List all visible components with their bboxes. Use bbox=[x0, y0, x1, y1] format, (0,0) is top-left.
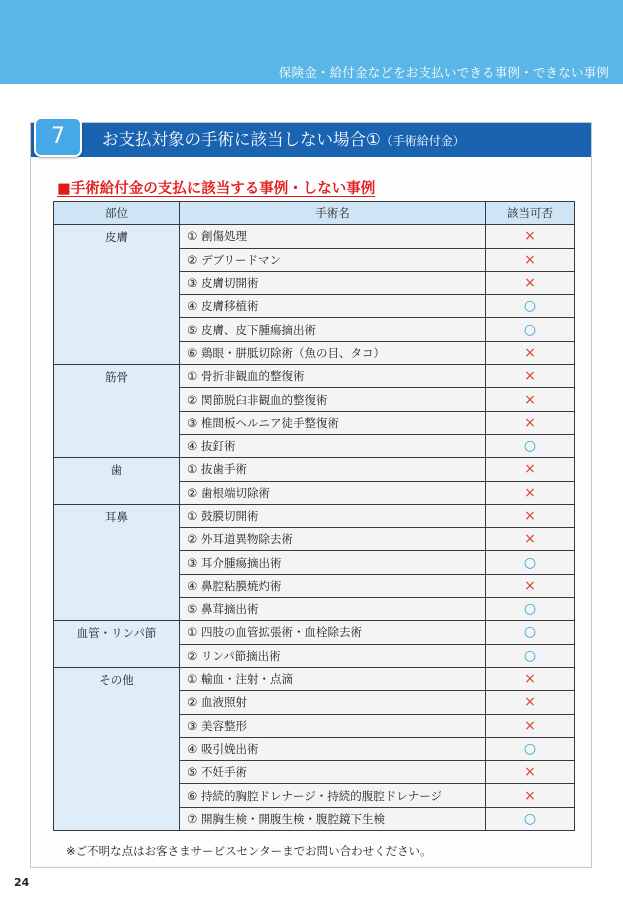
not-eligible-mark: × bbox=[486, 691, 575, 714]
surgery-name-cell: ① 抜歯手術 bbox=[180, 458, 486, 481]
eligible-mark: ○ bbox=[486, 551, 575, 574]
section-title bbox=[102, 129, 465, 152]
part-cell: 筋骨 bbox=[54, 365, 180, 458]
surgery-name-cell: ⑥ 鶏眼・胼胝切除術（魚の目、タコ） bbox=[180, 341, 486, 364]
table-row bbox=[54, 504, 575, 527]
part-cell: 皮膚 bbox=[54, 225, 180, 365]
header-part: 部位 bbox=[54, 202, 180, 225]
table-heading: ■手術給付金の支払に該当する事例・しない事例 bbox=[57, 181, 376, 197]
table-body bbox=[54, 225, 575, 831]
surgery-name-cell: ② リンパ節摘出術 bbox=[180, 644, 486, 667]
not-eligible-mark: × bbox=[486, 225, 575, 248]
table-row bbox=[54, 621, 575, 644]
footnote: ※ご不明な点はお客さまサービスセンターまでお問い合わせください。 bbox=[66, 844, 432, 858]
header-surgery-name: 手術名 bbox=[180, 202, 486, 225]
surgery-name-cell: ③ 皮膚切開術 bbox=[180, 271, 486, 294]
eligible-mark: ○ bbox=[486, 295, 575, 318]
page-number: 24 bbox=[14, 876, 30, 889]
not-eligible-mark: × bbox=[486, 667, 575, 690]
header-title: 保険金・給付金などをお支払いできる事例・できない事例 bbox=[278, 65, 609, 80]
surgery-name-cell: ② 血液照射 bbox=[180, 691, 486, 714]
eligible-mark: ○ bbox=[486, 434, 575, 457]
not-eligible-mark: × bbox=[486, 761, 575, 784]
not-eligible-mark: × bbox=[486, 481, 575, 504]
surgery-name-cell: ⑤ 皮膚、皮下腫瘍摘出術 bbox=[180, 318, 486, 341]
surgery-name-cell: ③ 椎間板ヘルニア徒手整復術 bbox=[180, 411, 486, 434]
section-number-badge: 7 bbox=[34, 117, 82, 157]
eligible-mark: ○ bbox=[486, 621, 575, 644]
surgery-name-cell: ② 歯根端切除術 bbox=[180, 481, 486, 504]
not-eligible-mark: × bbox=[486, 714, 575, 737]
surgery-name-cell: ④ 抜釘術 bbox=[180, 434, 486, 457]
surgery-name-cell: ⑥ 持続的胸腔ドレナージ・持続的腹腔ドレナージ bbox=[180, 784, 486, 807]
surgery-name-cell: ① 輸血・注射・点滴 bbox=[180, 667, 486, 690]
surgery-name-cell: ① 四肢の血管拡張術・血栓除去術 bbox=[180, 621, 486, 644]
part-cell: 歯 bbox=[54, 458, 180, 505]
surgery-name-cell: ② 関節脱臼非観血的整復術 bbox=[180, 388, 486, 411]
not-eligible-mark: × bbox=[486, 528, 575, 551]
not-eligible-mark: × bbox=[486, 458, 575, 481]
part-cell: 耳鼻 bbox=[54, 504, 180, 620]
table-header-row bbox=[54, 202, 575, 225]
surgery-name-cell: ① 鼓膜切開術 bbox=[180, 504, 486, 527]
not-eligible-mark: × bbox=[486, 388, 575, 411]
not-eligible-mark: × bbox=[486, 411, 575, 434]
surgery-name-cell: ③ 耳介腫瘍摘出術 bbox=[180, 551, 486, 574]
table-row bbox=[54, 365, 575, 388]
part-cell: 血管・リンパ節 bbox=[54, 621, 180, 668]
section-title-main: お支払対象の手術に該当しない場合① bbox=[102, 130, 381, 149]
table-row bbox=[54, 458, 575, 481]
eligible-mark: ○ bbox=[486, 807, 575, 830]
eligible-mark: ○ bbox=[486, 644, 575, 667]
eligible-mark: ○ bbox=[486, 318, 575, 341]
surgery-name-cell: ② 外耳道異物除去術 bbox=[180, 528, 486, 551]
part-cell: その他 bbox=[54, 667, 180, 830]
section-title-sub: （手術給付金） bbox=[380, 134, 465, 148]
surgery-name-cell: ③ 美容整形 bbox=[180, 714, 486, 737]
surgery-name-cell: ④ 皮膚移植術 bbox=[180, 295, 486, 318]
surgery-name-cell: ⑦ 開胸生検・開腹生検・腹腔鏡下生検 bbox=[180, 807, 486, 830]
surgery-name-cell: ① 骨折非観血的整復術 bbox=[180, 365, 486, 388]
not-eligible-mark: × bbox=[486, 248, 575, 271]
table-row bbox=[54, 225, 575, 248]
not-eligible-mark: × bbox=[486, 341, 575, 364]
table-row bbox=[54, 667, 575, 690]
not-eligible-mark: × bbox=[486, 504, 575, 527]
surgery-name-cell: ⑤ 鼻茸摘出術 bbox=[180, 598, 486, 621]
surgery-name-cell: ⑤ 不妊手術 bbox=[180, 761, 486, 784]
surgery-name-cell: ② デブリードマン bbox=[180, 248, 486, 271]
not-eligible-mark: × bbox=[486, 271, 575, 294]
eligible-mark: ○ bbox=[486, 737, 575, 760]
not-eligible-mark: × bbox=[486, 574, 575, 597]
header-eligibility: 該当可否 bbox=[486, 202, 575, 225]
not-eligible-mark: × bbox=[486, 784, 575, 807]
surgery-name-cell: ① 創傷処理 bbox=[180, 225, 486, 248]
surgery-name-cell: ④ 鼻腔粘膜焼灼術 bbox=[180, 574, 486, 597]
surgery-eligibility-table bbox=[53, 201, 575, 831]
surgery-name-cell: ④ 吸引娩出術 bbox=[180, 737, 486, 760]
not-eligible-mark: × bbox=[486, 365, 575, 388]
eligible-mark: ○ bbox=[486, 598, 575, 621]
